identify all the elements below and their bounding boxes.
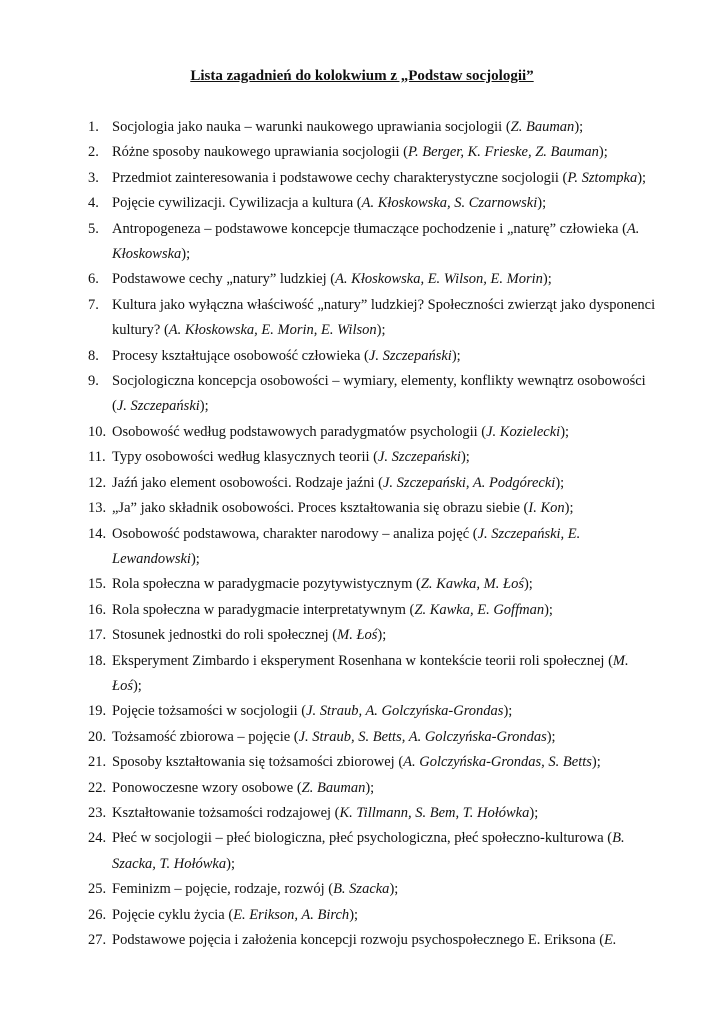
list-item-number: 19. — [88, 703, 107, 720]
topic-text: Płeć w socjologii – płeć biologiczna, płeć psychologiczna, płeć społeczno-kulturowa ( — [112, 830, 613, 847]
author-reference: B. Szacka — [333, 881, 390, 898]
reference-closing: ); — [544, 601, 553, 618]
list-item-text — [112, 369, 658, 420]
list-item-text — [112, 522, 658, 573]
topic-text: Ponowoczesne wzory osobowe ( — [112, 779, 302, 796]
author-reference: A. Kłoskowska, E. Morin, E. Wilson — [168, 322, 377, 339]
list-item-text — [112, 140, 658, 165]
topic-text: Pojęcie cywilizacji. Cywilizacja a kultura ( — [112, 195, 362, 212]
author-reference: A. Kłoskowska, E. Wilson, E. Morin — [335, 271, 543, 288]
author-reference: E. Erikson, A. Birch — [233, 906, 350, 923]
list-item-number: 3. — [88, 169, 99, 186]
list-item — [88, 369, 658, 420]
list-item-number: 6. — [88, 271, 99, 288]
author-reference: M. Łoś — [112, 652, 629, 694]
list-item-text — [112, 293, 658, 344]
topic-text: Antropogeneza – podstawowe koncepcje tłumaczące pochodzenie i „naturę” człowieka ( — [112, 220, 627, 237]
reference-closing: ); — [574, 119, 584, 135]
topic-text: Eksperyment Zimbardo i eksperyment Rosenhana w kontekście teorii roli społecznej ( — [112, 652, 613, 669]
list-item-number: 21. — [88, 754, 107, 771]
list-item — [88, 725, 658, 750]
list-item — [88, 522, 658, 573]
topic-text: Kształtowanie tożsamości rodzajowej ( — [112, 804, 340, 821]
topic-text: Osobowość podstawowa, charakter narodowy – analiza pojęć ( — [112, 525, 478, 542]
list-item — [88, 750, 658, 775]
author-reference: J. Kozielecki — [486, 423, 561, 440]
reference-closing: ); — [132, 677, 142, 694]
list-item-number: 4. — [88, 195, 99, 212]
topic-text: Przedmiot zainteresowania i podstawowe cechy charakterystyczne socjologii ( — [112, 169, 568, 186]
reference-closing: ); — [560, 423, 570, 440]
reference-closing: ); — [523, 576, 533, 593]
list-item — [88, 572, 658, 597]
reference-closing: ); — [546, 728, 556, 745]
topic-text: „Ja” jako składnik osobowości. Proces kształtowania się obrazu siebie ( — [112, 500, 529, 517]
list-item-number: 27. — [88, 932, 107, 948]
list-item-text — [112, 699, 658, 724]
list-item — [88, 140, 658, 165]
list-item-number: 26. — [88, 906, 107, 923]
topic-text: Tożsamość zbiorowa – pojęcie ( — [112, 728, 299, 745]
list-item — [88, 344, 658, 369]
author-reference: A. Golczyńska-Grondas, S. Betts — [403, 754, 592, 771]
list-item-text — [112, 445, 658, 470]
topic-text: Sposoby kształtowania się tożsamości zbiorowej ( — [112, 754, 404, 771]
list-item-number: 24. — [88, 830, 107, 847]
topic-text: Feminizm – pojęcie, rodzaje, rozwój ( — [112, 881, 334, 898]
list-item-text — [112, 115, 658, 140]
author-reference: E. — [604, 932, 617, 948]
reference-closing: ); — [529, 804, 539, 821]
reference-closing: ); — [537, 195, 547, 212]
reference-closing: ); — [637, 169, 647, 186]
reference-closing: ); — [199, 398, 209, 415]
reference-closing: ); — [349, 906, 359, 923]
list-item — [88, 420, 658, 445]
reference-closing: ); — [451, 347, 461, 364]
list-item-number: 13. — [88, 500, 107, 517]
topic-text: Socjologia jako nauka – warunki naukowego uprawiania socjologii ( — [112, 119, 511, 135]
list-item — [88, 191, 658, 216]
reference-closing: ); — [564, 500, 574, 517]
list-item-number: 15. — [88, 576, 107, 593]
list-item-text — [112, 267, 658, 292]
author-reference: J. Szczepański — [377, 449, 461, 466]
list-item — [88, 115, 658, 140]
reference-closing: ); — [591, 754, 601, 771]
topic-text: Stosunek jednostki do roli społecznej ( — [112, 627, 338, 644]
author-reference: B. Szacka, T. Hołówka — [112, 830, 625, 872]
list-item-text — [112, 191, 658, 216]
list-item — [88, 445, 658, 470]
list-item-number: 23. — [88, 804, 107, 821]
list-item — [88, 649, 658, 700]
topic-text: Podstawowe pojęcia i założenia koncepcji rozwoju psychospołecznego E. Eriksona ( — [112, 932, 605, 948]
list-item-text — [112, 649, 658, 700]
list-item — [88, 496, 658, 521]
author-reference: Z. Kawka, M. Łoś — [420, 576, 524, 593]
author-reference: J. Straub, S. Betts, A. Golczyńska-Grondas — [298, 728, 547, 745]
list-item-text — [112, 928, 658, 953]
author-reference: A. Kłoskowska — [112, 220, 640, 263]
list-item-text — [112, 776, 658, 801]
list-item-text — [112, 344, 658, 369]
author-reference: Z. Kawka, E. Goffman — [414, 601, 545, 618]
topic-text: Rola społeczna w paradygmacie interpretatywnym ( — [112, 601, 415, 618]
list-item-number: 18. — [88, 652, 107, 669]
list-item-text — [112, 877, 658, 902]
topic-text: Socjologiczna koncepcja osobowości – wymiary, elementy, konflikty wewnątrz osobowości ( — [112, 373, 646, 415]
topic-text: Procesy kształtujące osobowość człowieka ( — [112, 347, 369, 364]
author-reference: Z. Bauman — [510, 119, 575, 135]
author-reference: Z. Bauman — [301, 779, 366, 796]
list-item — [88, 928, 658, 953]
list-item-text — [112, 420, 658, 445]
reference-closing: ); — [598, 144, 608, 161]
list-item — [88, 293, 658, 344]
list-item — [88, 699, 658, 724]
reference-closing: ); — [377, 627, 387, 644]
list-item — [88, 877, 658, 902]
list-item-text — [112, 801, 658, 826]
list-item-text — [112, 217, 658, 268]
list-item-number: 5. — [88, 220, 99, 237]
list-item-text — [112, 496, 658, 521]
topic-text: Jaźń jako element osobowości. Rodzaje jaźni ( — [112, 474, 383, 491]
list-item-number: 8. — [88, 347, 99, 364]
list-item — [88, 471, 658, 496]
author-reference: P. Berger, K. Frieske, Z. Bauman — [407, 144, 599, 161]
list-item-number: 17. — [88, 627, 107, 644]
list-item — [88, 598, 658, 623]
list-item — [88, 826, 658, 877]
list-item-text — [112, 623, 658, 648]
list-item-text — [112, 471, 658, 496]
list-item — [88, 166, 658, 191]
reference-closing: ); — [226, 855, 235, 872]
list-item-text — [112, 166, 658, 191]
author-reference: J. Szczepański, A. Podgórecki — [382, 474, 556, 491]
reference-closing: ); — [365, 779, 375, 796]
author-reference: M. Łoś — [337, 627, 378, 644]
list-item-number: 20. — [88, 728, 107, 745]
list-item-text — [112, 598, 658, 623]
list-item-number: 7. — [88, 296, 99, 313]
reference-closing: ); — [555, 474, 565, 491]
list-item — [88, 776, 658, 801]
list-item-text — [112, 903, 658, 928]
topic-text: Rola społeczna w paradygmacie pozytywistycznym ( — [112, 576, 421, 593]
topic-text: Typy osobowości według klasycznych teorii ( — [112, 449, 378, 466]
topic-text: Pojęcie tożsamości w socjologii ( — [112, 703, 307, 720]
reference-closing: ); — [181, 246, 191, 263]
list-item-text — [112, 750, 658, 775]
author-reference: K. Tillmann, S. Bem, T. Hołówka — [339, 804, 530, 821]
list-item-text — [112, 826, 658, 877]
topic-text: Kultura jako wyłączna właściwość „natury” ludzkiej? Społeczności zwierząt jako dysponenci kultury? ( — [112, 296, 656, 339]
author-reference: A. Kłoskowska, S. Czarnowski — [361, 195, 538, 212]
author-reference: I. Kon — [528, 500, 565, 517]
list-item-number: 22. — [88, 779, 107, 796]
list-item-number: 14. — [88, 525, 107, 542]
list-item-text — [112, 725, 658, 750]
reference-closing: ); — [503, 703, 513, 720]
list-item-number: 1. — [88, 119, 99, 135]
author-reference: J. Szczepański — [368, 347, 452, 364]
list-item — [88, 903, 658, 928]
author-reference: P. Sztompka — [567, 169, 638, 186]
reference-closing: ); — [542, 271, 552, 288]
list-item-number: 11. — [88, 449, 106, 466]
topic-text: Pojęcie cyklu życia ( — [112, 906, 234, 923]
list-item-number: 25. — [88, 881, 107, 898]
reference-closing: ); — [389, 881, 399, 898]
topic-text: Podstawowe cechy „natury” ludzkiej ( — [112, 271, 336, 288]
author-reference: J. Szczepański — [116, 398, 200, 415]
list-item-number: 10. — [88, 423, 107, 440]
topic-text: Różne sposoby naukowego uprawiania socjologii ( — [112, 144, 408, 161]
document-title: Lista zagadnień do kolokwium z „Podstaw socjologii” — [190, 68, 534, 84]
list-item — [88, 623, 658, 648]
reference-closing: ); — [190, 550, 200, 567]
reference-closing: ); — [376, 322, 386, 339]
list-item — [88, 217, 658, 268]
list-item-number: 16. — [88, 601, 107, 618]
list-item-number: 2. — [88, 144, 99, 161]
topic-list — [88, 115, 658, 953]
list-item-text — [112, 572, 658, 597]
reference-closing: ); — [460, 449, 470, 466]
list-item — [88, 801, 658, 826]
list-item — [88, 267, 658, 292]
author-reference: J. Szczepański, E. Lewandowski — [112, 525, 581, 567]
list-item-number: 9. — [88, 373, 99, 390]
list-item-number: 12. — [88, 474, 107, 491]
topic-text: Osobowość według podstawowych paradygmatów psychologii ( — [112, 423, 487, 440]
author-reference: J. Straub, A. Golczyńska-Grondas — [306, 703, 504, 720]
